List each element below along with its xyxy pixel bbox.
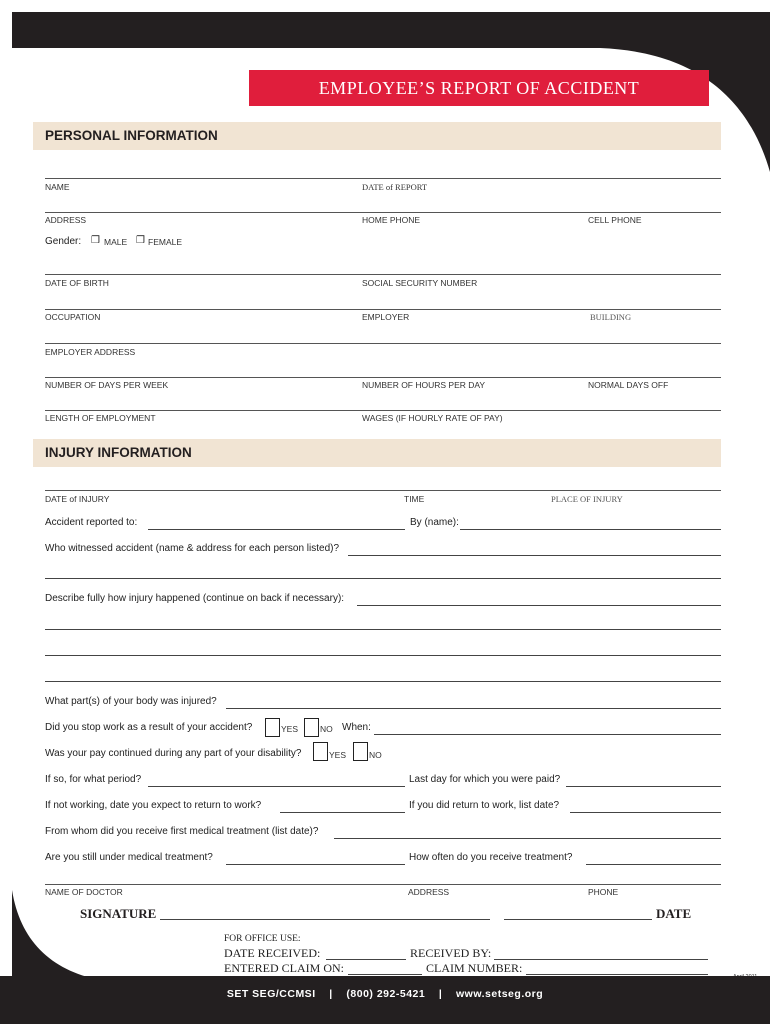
footer-curve	[0, 890, 100, 980]
date-of-report-label: DATE of REPORT	[362, 182, 428, 192]
claim-number-label: CLAIM NUMBER:	[426, 961, 523, 975]
address-line[interactable]	[45, 212, 721, 213]
cell-phone-label: CELL PHONE	[588, 215, 642, 225]
reported-to-field[interactable]	[148, 529, 405, 530]
describe-field-2[interactable]	[45, 629, 721, 630]
entered-claim-on-label: ENTERED CLAIM ON:	[224, 961, 344, 975]
place-of-injury-label: PLACE OF INJURY	[551, 494, 623, 504]
wages-label: WAGES (IF HOURLY RATE OF PAY)	[362, 413, 503, 423]
period-label: If so, for what period?	[45, 774, 142, 785]
expect-return-label: If not working, date you expect to return to work?	[45, 800, 262, 811]
date-of-injury-label: DATE of INJURY	[45, 494, 110, 504]
normal-days-off-label: NORMAL DAYS OFF	[588, 380, 669, 390]
witnessed-field-2[interactable]	[45, 578, 721, 579]
pay-continued-label: Was your pay continued during any part of your disability?	[45, 748, 302, 759]
dob-label: DATE OF BIRTH	[45, 278, 109, 288]
employer-label: EMPLOYER	[362, 312, 410, 322]
footer-separator-1: |	[329, 988, 333, 1000]
first-treatment-field[interactable]	[334, 838, 721, 839]
pay-yes-checkbox[interactable]	[313, 742, 328, 761]
witnessed-label: Who witnessed accident (name & address for each person listed)?	[45, 543, 340, 554]
by-name-label: By (name):	[410, 517, 459, 528]
pay-yes-label: YES	[329, 750, 347, 760]
reported-to-label: Accident reported to:	[45, 517, 138, 528]
describe-field-4[interactable]	[45, 681, 721, 682]
received-by-label: RECEIVED BY:	[410, 946, 492, 960]
female-label: FEMALE	[148, 237, 183, 247]
occupation-label: OCCUPATION	[45, 312, 101, 322]
building-label: BUILDING	[590, 312, 632, 322]
doctor-line[interactable]	[45, 884, 721, 885]
ssn-label: SOCIAL SECURITY NUMBER	[362, 278, 478, 288]
stop-work-yes-checkbox[interactable]	[265, 718, 280, 737]
signature-date-field[interactable]	[504, 919, 652, 920]
did-return-field[interactable]	[570, 812, 721, 813]
first-treatment-label: From whom did you receive first medical treatment (list date)?	[45, 826, 319, 837]
did-return-label: If you did return to work, list date?	[409, 800, 560, 811]
signature-field[interactable]	[160, 919, 490, 920]
pay-no-label: NO	[369, 750, 382, 760]
section-personal	[33, 122, 721, 150]
still-treatment-field[interactable]	[226, 864, 405, 865]
expect-return-field[interactable]	[280, 812, 405, 813]
employer-address-line[interactable]	[45, 343, 721, 344]
doctor-phone-label: PHONE	[588, 887, 619, 897]
stop-work-no-checkbox[interactable]	[304, 718, 319, 737]
when-field[interactable]	[374, 734, 721, 735]
gender-label: Gender:	[45, 236, 82, 247]
name-line[interactable]	[45, 178, 721, 179]
section-title-injury: INJURY INFORMATION	[45, 445, 192, 460]
doctor-name-label: NAME OF DOCTOR	[45, 887, 123, 897]
period-field[interactable]	[148, 786, 405, 787]
when-label: When:	[342, 722, 371, 733]
entered-claim-on-field[interactable]	[348, 974, 422, 975]
section-title-personal: PERSONAL INFORMATION	[45, 128, 218, 143]
signature-date-label: DATE	[656, 906, 692, 921]
hours-per-day-label: NUMBER OF HOURS PER DAY	[362, 380, 486, 390]
footer-phone: (800) 292-5421	[346, 988, 426, 1000]
employer-address-label: EMPLOYER ADDRESS	[45, 347, 136, 357]
length-employment-label: LENGTH OF EMPLOYMENT	[45, 413, 156, 423]
footer-website-link[interactable]: www.setseg.org	[456, 988, 544, 1000]
received-by-field[interactable]	[494, 959, 708, 960]
days-per-week-label: NUMBER OF DAYS PER WEEK	[45, 380, 169, 390]
how-often-label: How often do you receive treatment?	[409, 852, 573, 863]
footer-contact	[0, 988, 770, 1000]
footer-band	[0, 976, 770, 1024]
date-received-label: DATE RECEIVED:	[224, 946, 321, 960]
body-part-label: What part(s) of your body was injured?	[45, 696, 217, 707]
footer-org: SET SEG/CCMSI	[226, 988, 316, 1000]
male-label: MALE	[104, 237, 128, 247]
office-use-heading: FOR OFFICE USE:	[224, 934, 301, 944]
describe-label: Describe fully how injury happened (continue on back if necessary):	[45, 593, 345, 604]
last-day-paid-label: Last day for which you were paid?	[409, 774, 561, 785]
section-injury	[33, 439, 721, 467]
how-often-field[interactable]	[586, 864, 721, 865]
injury-date-line[interactable]	[45, 490, 721, 491]
pay-no-checkbox[interactable]	[353, 742, 368, 761]
stop-work-yes-label: YES	[281, 724, 299, 734]
home-phone-label: HOME PHONE	[362, 215, 421, 225]
last-day-paid-field[interactable]	[566, 786, 721, 787]
employment-line[interactable]	[45, 410, 721, 411]
signature-label: SIGNATURE	[80, 906, 157, 921]
occupation-line[interactable]	[45, 309, 721, 310]
doctor-address-label: ADDRESS	[408, 887, 450, 897]
footer-separator-2: |	[438, 988, 443, 1000]
claim-number-field[interactable]	[526, 974, 708, 975]
date-received-field[interactable]	[326, 959, 406, 960]
stop-work-no-label: NO	[320, 724, 333, 734]
by-name-field[interactable]	[460, 529, 721, 530]
still-treatment-label: Are you still under medical treatment?	[45, 852, 213, 863]
address-label: ADDRESS	[45, 215, 87, 225]
stop-work-label: Did you stop work as a result of your accident?	[45, 722, 253, 733]
describe-field-3[interactable]	[45, 655, 721, 656]
name-label: NAME	[45, 182, 70, 192]
schedule-line[interactable]	[45, 377, 721, 378]
describe-field[interactable]	[357, 605, 721, 606]
body-part-field[interactable]	[226, 708, 721, 709]
male-radio-icon[interactable]: ❒	[91, 235, 100, 246]
form-title: EMPLOYEE’S REPORT OF ACCIDENT	[318, 78, 640, 98]
time-label: TIME	[404, 494, 425, 504]
dob-line[interactable]	[45, 274, 721, 275]
witnessed-field[interactable]	[348, 555, 721, 556]
female-radio-icon[interactable]: ❒	[136, 235, 145, 246]
